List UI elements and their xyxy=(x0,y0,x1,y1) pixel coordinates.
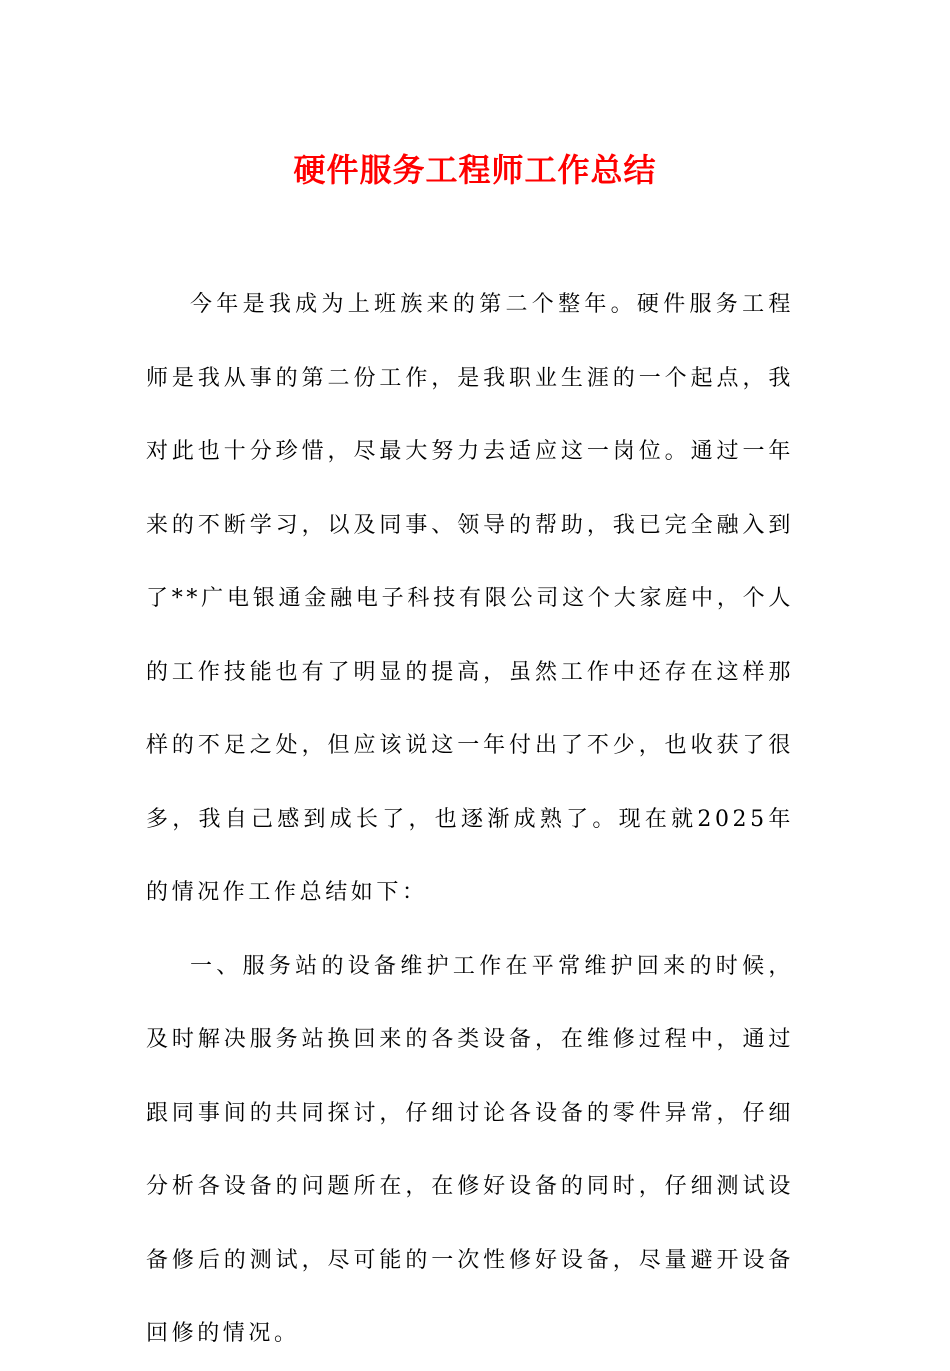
paragraph-section-1: 一、服务站的设备维护工作在平常维护回来的时候，及时解决服务站换回来的各类设备，在维修过程中，通过跟同事间的共同探讨，仔细讨论各设备的零件异常，仔细分析各设备的问题所在，在修好设备的同时，仔细测试设备修后的测试，尽可能的一次性修好设备，尽量避开设备回修的情况。 xyxy=(146,953,794,1346)
document-body xyxy=(146,268,794,1371)
paragraph-intro: 今年是我成为上班族来的第二个整年。硬件服务工程师是我从事的第二份工作，是我职业生涯的一个起点，我对此也十分珍惜，尽最大努力去适应这一岗位。通过一年来的不断学习，以及同事、领导的帮助，我已完全融入到了**广电银通金融电子科技有限公司这个大家庭中，个人的工作技能也有了明显的提高，虽然工作中还存在这样那样的不足之处，但应该说这一年付出了不少，也收获了很多，我自己感到成长了，也逐渐成熟了。现在就2025年的情况作工作总结如下： xyxy=(146,292,794,905)
document-title: 硬件服务工程师工作总结 xyxy=(293,151,657,189)
